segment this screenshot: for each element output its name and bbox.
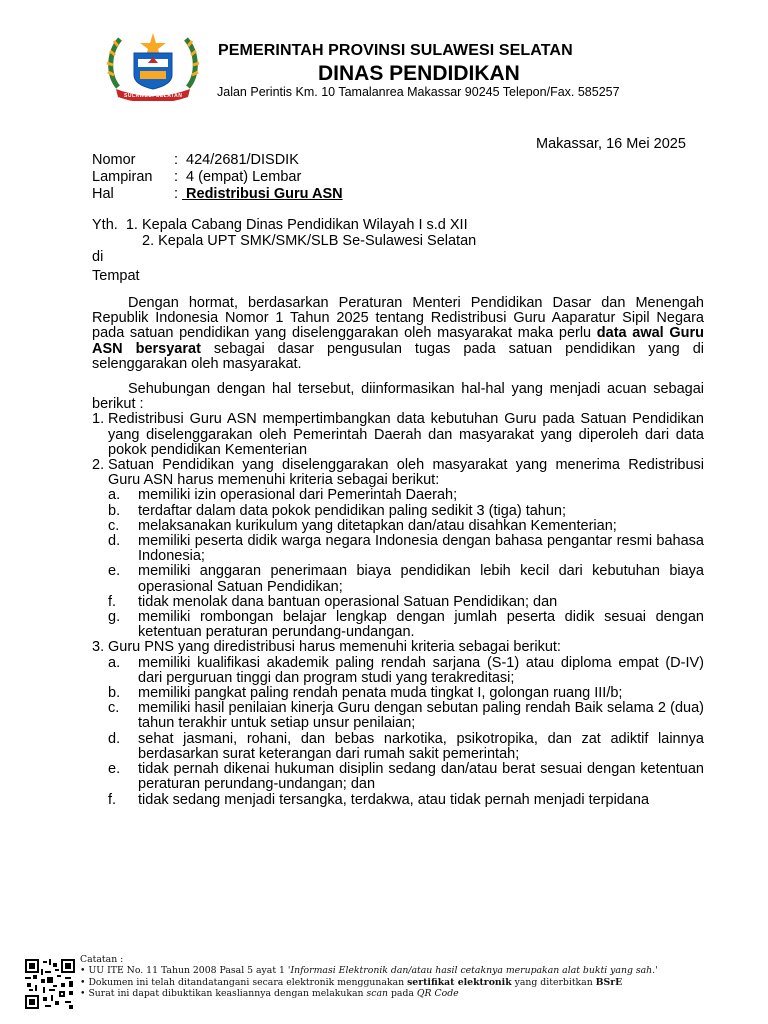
- footer-note-ite: [80, 965, 658, 976]
- meta-colon: :: [174, 186, 179, 202]
- para1-before: Dengan hormat, berdasarkan Peraturan Menteri Pendidikan Dasar dan Menengah Republik Indonesia Nomor 1 Tahun 2025 tentang Redistribusi Guru Aaparatur Sipil Negara pada satuan pendidikan yang diselenggarakan oleh masyarakat maka perlu: [92, 295, 704, 342]
- sub-text: memiliki peserta didik warga negara Indonesia dengan bahasa pengantar resmi bahasa Indonesia;: [138, 533, 704, 565]
- footer-note-ite-quote: Informasi Elektronik dan/atau hasil cetaknya merupakan alat bukti yang sah.: [290, 965, 656, 977]
- addressee-tempat: Tempat: [92, 268, 140, 284]
- list-item: [92, 412, 704, 458]
- sub-letter: c.: [108, 700, 120, 717]
- header-government-name: PEMERINTAH PROVINSI SULAWESI SELATAN: [218, 42, 573, 59]
- sub-item: [108, 534, 704, 564]
- sub-letter: d.: [108, 533, 121, 550]
- footer-note-signature-issuer: BSrE: [595, 976, 623, 988]
- footer-notes: [80, 954, 658, 999]
- sub-text: tidak pernah dikenai hukuman disiplin sedang dan/atau berat sesuai dengan ketentuan peraturan perundang-undangan; dan: [138, 761, 704, 793]
- sub-text: memiliki hasil penilaian kinerja Guru dengan sebutan paling rendah Baik selama 2 (dua) tahun terakhir untuk setiap unsur penilaian;: [138, 700, 704, 732]
- sub-text: memiliki rombongan belajar lengkap dengan jumlah peserta didik sesuai dengan ketentuan peraturan perundang-undangan.: [138, 609, 704, 641]
- sub-text: melaksanakan kurikulum yang ditetapkan dan/atau disahkan Kementerian;: [138, 517, 617, 534]
- header-address: Jalan Perintis Km. 10 Tamalanrea Makassar 90245 Telepon/Fax. 585257: [217, 85, 620, 99]
- letter-body: [92, 296, 704, 808]
- list-number: 2.: [92, 457, 105, 474]
- sub-letter: c.: [108, 517, 120, 534]
- footer-note-verify: [80, 988, 658, 999]
- footer-title: Catatan :: [80, 954, 124, 965]
- letter-date: Makassar, 16 Mei 2025: [536, 136, 686, 152]
- sub-item: [108, 656, 704, 686]
- sub-letter: d.: [108, 730, 121, 747]
- sub-text: memiliki izin operasional dari Pemerintah Daerah;: [138, 487, 458, 504]
- sub-letter: b.: [108, 685, 121, 702]
- meta-colon: :: [174, 152, 179, 168]
- qr-code-icon[interactable]: [25, 959, 75, 1009]
- footer-note-verify-scan: scan: [366, 987, 388, 999]
- list-text: Satuan Pendidikan yang diselenggarakan oleh masyarakat yang menerima Redistribusi Guru ASN harus memenuhi kriteria sebagai berikut:: [108, 457, 704, 489]
- paragraph-reference: Sehubungan dengan hal tersebut, diinformasikan hal-hal yang menjadi acuan sebagai berikut :: [92, 381, 704, 413]
- meta-row-nomor: [92, 152, 343, 169]
- sub-text: tidak menolak dana bantuan operasional Satuan Pendidikan; dan: [138, 593, 558, 610]
- footer-note-signature-cert: sertifikat elektronik: [407, 976, 512, 988]
- meta-key: Hal: [92, 186, 114, 202]
- sub-letter: g.: [108, 609, 121, 626]
- para1-bold: data awal Guru ASN bersyarat: [92, 325, 704, 357]
- sub-letter: f.: [108, 593, 117, 610]
- sub-item: [108, 686, 704, 701]
- sub-item: [108, 564, 704, 594]
- sub-item: [108, 762, 704, 792]
- sub-item: [108, 595, 704, 610]
- sub-item: [108, 793, 704, 808]
- meta-row-lampiran: [92, 169, 343, 186]
- sub-text: memiliki kualifikasi akademik paling rendah sarjana (S-1) atau diploma empat (D-IV) dari perguruan tinggi dan program studi yang terakreditasi;: [138, 654, 704, 686]
- sub-item: [108, 504, 704, 519]
- sub-text: tidak sedang menjadi tersangka, terdakwa, atau tidak pernah menjadi terpidana: [138, 791, 650, 808]
- meta-value: 424/2681/DISDIK: [182, 152, 299, 168]
- paragraph-opening: [92, 296, 704, 372]
- sub-letter: e.: [108, 563, 121, 580]
- footer-note-verify-pre: • Surat ini dapat dibuktikan keasliannya dengan melakukan: [80, 987, 367, 999]
- list-number: 3.: [92, 639, 105, 656]
- list-text: Guru PNS yang diredistribusi harus memenuhi kriteria sebagai berikut:: [108, 639, 561, 656]
- logo-ribbon-text: SULAWESI SELATAN: [124, 93, 183, 99]
- addressee-line-1: Yth. 1. Kepala Cabang Dinas Pendidikan Wilayah I s.d XII: [92, 217, 468, 233]
- meta-key: Nomor: [92, 152, 136, 168]
- meta-value-subject: Redistribusi Guru ASN: [182, 186, 343, 202]
- addressee-di: di: [92, 249, 104, 265]
- footer-note-ite-post: ': [655, 965, 658, 977]
- sub-letter: a.: [108, 487, 121, 504]
- header-agency-name: DINAS PENDIDIKAN: [318, 62, 520, 85]
- sub-item: [108, 732, 704, 762]
- provincial-emblem-logo: [104, 31, 202, 101]
- sub-text: sehat jasmani, rohani, dan bebas narkotika, psikotropika, dan zat adiktif lainnya berdasarkan surat keterangan dari rumah sakit pemerintah;: [138, 730, 704, 762]
- footer-note-verify-qr: QR Code: [416, 987, 459, 999]
- list-text: Redistribusi Guru ASN mempertimbangkan data kebutuhan Guru pada Satuan Pendidikan yang diselenggarakan oleh Pemerintah Daerah dan masyarakat yang diperoleh dari data pokok pendidikan Kementerian: [108, 411, 704, 458]
- sub-item: [108, 701, 704, 731]
- footer-note-signature-mid: yang diterbitkan: [511, 976, 596, 988]
- meta-key: Lampiran: [92, 169, 153, 185]
- meta-row-hal: [92, 186, 343, 203]
- letter-meta: [92, 152, 343, 203]
- para1-after: sebagai dasar pengusulan tugas pada satuan pendidikan yang di selenggarakan oleh masyarakat.: [92, 340, 704, 372]
- addressee-line-2: 2. Kepala UPT SMK/SMK/SLB Se-Sulawesi Selatan: [142, 233, 477, 249]
- sub-text: memiliki anggaran penerimaan biaya pendidikan lebih kecil dari kebutuhan biaya operasional Satuan Pendidikan;: [138, 563, 704, 595]
- footer-note-ite-pre: • UU ITE No. 11 Tahun 2008 Pasal 5 ayat 1 ': [80, 965, 291, 977]
- sub-text: terdaftar dalam data pokok pendidikan paling sedikit 3 (tiga) tahun;: [138, 502, 567, 519]
- sub-letter: a.: [108, 654, 121, 671]
- sub-item: [108, 519, 704, 534]
- list-item: [92, 458, 704, 488]
- footer-note-signature: [80, 977, 658, 988]
- sub-text: memiliki pangkat paling rendah penata muda tingkat I, golongan ruang III/b;: [138, 685, 623, 702]
- footer-note-signature-pre: • Dokumen ini telah ditandatangani secara elektronik menggunakan: [80, 976, 408, 988]
- sub-item: [108, 488, 704, 503]
- list-number: 1.: [92, 411, 105, 428]
- list-item: [92, 640, 704, 655]
- meta-colon: :: [174, 169, 179, 185]
- sub-letter: f.: [108, 791, 117, 808]
- addressee-block: [92, 217, 476, 284]
- meta-value: 4 (empat) Lembar: [182, 169, 302, 185]
- sub-letter: e.: [108, 761, 121, 778]
- sub-letter: b.: [108, 502, 121, 519]
- footer-note-verify-mid: pada: [388, 987, 417, 999]
- sub-item: [108, 610, 704, 640]
